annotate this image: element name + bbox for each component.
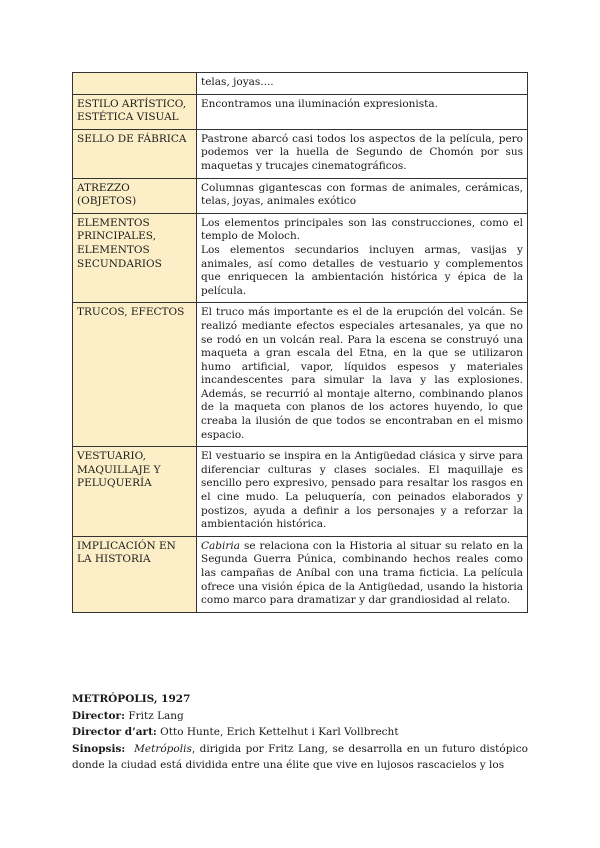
row-value [197,213,528,303]
row-value: El truco más importante es el de la erupción del volcán. Se realizó mediante efectos especiales artesanales, ya que no se rodó en un volcán real. Para la escena se construyó una maqueta a gran escala del Etna, en la que se utilizaron humo artificial, vapor, líquidos espesos y materiales incandescentes para simular la lava y las explosiones. Además, se recurrió al montaje alterno, combinando planos de la maqueta con planos de los actores huyendo, lo que creaba la ilusión de que todos se encontraban en el mismo espacio. [197,303,528,447]
synopsis-text: , dirigida por Fritz Lang, se desarrolla en un futuro distópico donde la ciudad está dividida entre una élite que vive en lujosos rascacielos y los [72,742,528,771]
table-row [73,73,528,95]
director-label: Director: [72,709,125,722]
table-row [73,94,528,129]
table-row [73,536,528,612]
synopsis-film-title: Metrópolis [134,742,192,755]
director-line [72,708,528,725]
row-value-paragraph: Los elementos secundarios incluyen armas, vasijas y animales, así como detalles de vestuario y complementos que enriquecen la ambientación histórica y épica de la película. [201,243,523,297]
row-value: Pastrone abarcó casi todos los aspectos de la película, pero podemos ver la huella de Segundo de Chomón por sus maquetas y trucajes cinematográficos. [197,129,528,178]
film-entry [72,691,528,774]
row-value-paragraph: Los elementos principales son las construcciones, como el templo de Moloch. [201,216,523,243]
art-director-names: Otto Hunte, Erich Kettelhut i Karl Vollbrecht [160,726,399,738]
row-label: IMPLICACIÓN EN LA HISTORIA [73,536,197,612]
table-row [73,213,528,303]
art-director-line [72,724,528,741]
row-value: Encontramos una iluminación expresionista. [197,94,528,129]
table-row [73,303,528,447]
film-title-italic: Cabiria [201,539,241,552]
row-value: Columnas gigantescas con formas de animales, cerámicas, telas, joyas, animales exótico [197,178,528,213]
row-label: TRUCOS, EFECTOS [73,303,197,447]
row-label: SELLO DE FÁBRICA [73,129,197,178]
row-label: ATREZZO (OBJETOS) [73,178,197,213]
synopsis-label: Sinopsis: [72,742,126,755]
row-value: telas, joyas.... [197,73,528,95]
row-label: ESTILO ARTÍSTICO, ESTÉTICA VISUAL [73,94,197,129]
director-name: Fritz Lang [128,709,184,722]
row-value [197,536,528,612]
row-label: VESTUARIO, MAQUILLAJE Y PELUQUERÍA [73,447,197,537]
table-row [73,447,528,537]
row-value-text: se relaciona con la Historia al situar su relato en la Segunda Guerra Púnica, combinando hechos reales como las campañas de Aníbal con una trama ficticia. La película ofrece una visión épica de la Antigüedad, usando la historia como marco para dramatizar y dar grandiosidad al relato. [201,539,523,607]
film-heading: METRÓPOLIS, 1927 [72,693,191,705]
film-analysis-table [72,72,528,613]
row-label [73,73,197,95]
synopsis-paragraph [72,741,528,774]
table-row [73,178,528,213]
art-director-label: Director d’art: [72,726,157,738]
table-row [73,129,528,178]
row-label: ELEMENTOS PRINCIPALES, ELEMENTOS SECUNDARIOS [73,213,197,303]
row-value: El vestuario se inspira en la Antigüedad clásica y sirve para diferenciar culturas y clases sociales. El maquillaje es sencillo pero expresivo, pensado para resaltar los rasgos en el cine mudo. La peluquería, con peinados elaborados y postizos, ayuda a definir a los personajes y a reforzar la ambientación histórica. [197,447,528,537]
